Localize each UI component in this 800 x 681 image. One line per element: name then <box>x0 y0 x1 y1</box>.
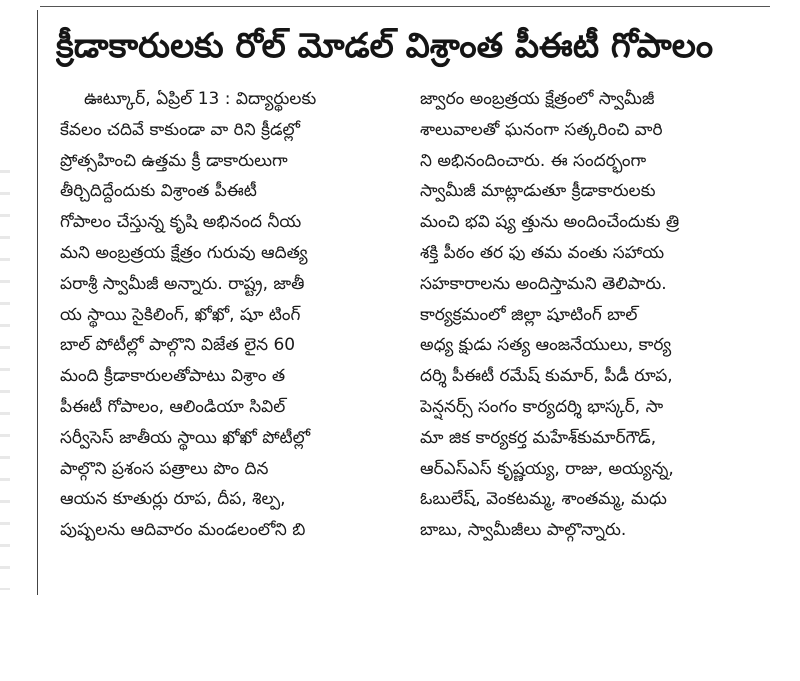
article-text-line: మని అంబ్రత్రయ క్షేత్రం గురువు ఆదిత్య <box>60 242 308 263</box>
column-rule <box>37 10 38 595</box>
article-text-line: శాలువాలతో ఘనంగా సత్కరించి వారి <box>420 119 663 140</box>
article-text-line: జ్వారం అంబ్రత్రయ క్షేత్రంలో స్వామీజీ <box>420 89 655 109</box>
top-rule <box>40 6 770 7</box>
article-text-line: ని అభినందించారు. ఈ సందర్భంగా <box>420 150 647 171</box>
article-text-line: స్వామీజీ మాట్లాడుతూ క్రీడాకారులకు <box>420 181 656 202</box>
article-text-line: సర్వీసెస్ జాతీయ స్థాయి ఖోఖో పోటీల్లో <box>60 427 311 448</box>
article-text-line: మంది క్రీడాకారులతోపాటు విశ్రాం త <box>60 366 286 387</box>
article-text-line: ఆర్ఎస్ఎస్ కృష్ణయ్య, రాజు, అయ్యన్న, <box>420 458 674 479</box>
article-text-line: కేవలం చదివే కాకుండా వా రిని క్రీడల్లో <box>60 119 301 140</box>
article-text-line: పాల్గొని ప్రశంస పత్రాలు పొం దిన <box>60 458 269 479</box>
article-text-line: దర్శి పీఈటీ రమేష్ కుమార్, పీడీ రూప, <box>420 366 673 387</box>
article-text-line: బాల్ పోటీల్లో పాల్గొని విజేత లైన 60 <box>60 335 296 356</box>
article-text-line: పుష్పలను ఆదివారం మండలంలోని బి <box>60 520 306 541</box>
article-text-line: బాబు, స్వామీజీలు పాల్గొన్నారు. <box>420 520 627 541</box>
article-text-line: గోపాలం చేస్తున్న కృషి అభినంద నీయ <box>60 212 302 233</box>
article-text-line: సహకారాలను అందిస్తామని తెలిపారు. <box>420 273 667 294</box>
article-text-line: మంచి భవి ష్య త్తును అందించేందుకు త్రి <box>420 212 680 233</box>
article-text-line: ఊట్కూర్, ఏప్రిల్ 13 : విద్యార్థులకు <box>84 89 317 109</box>
article-column-right <box>420 84 738 546</box>
article-text-line: మా జిక కార్యకర్త మహేశ్‌కుమార్‌గౌడ్, <box>420 427 657 448</box>
article-headline: క్రీడాకారులకు రోల్ మోడల్ విశ్రాంత పీఈటీ గోపాలం <box>56 26 714 66</box>
article-text-line: ఓబులేష్, వెంకటమ్మ, శాంతమ్మ, మధు <box>420 489 667 510</box>
article-text-line: అధ్య క్షుడు సత్య ఆంజనేయులు, కార్య <box>420 335 672 356</box>
article-text-line: కార్యక్రమంలో జిల్లా షూటింగ్ బాల్ <box>420 304 638 325</box>
article-text-line: ప్రోత్సహించి ఉత్తమ క్రీ డాకారులుగా <box>60 150 288 171</box>
article-text-line: య స్థాయి సైకిలింగ్, ఖోఖో, షూ టింగ్ <box>60 304 301 325</box>
article-text-line: తీర్చిదిద్దేందుకు విశ్రాంత పీఈటీ <box>60 181 257 202</box>
left-margin-texture <box>0 170 10 590</box>
article-text-line: శక్తి పీఠం తర ఫు తమ వంతు సహాయ <box>420 242 665 263</box>
article-column-left <box>60 84 378 546</box>
article-text-line: పెన్షనర్స్ సంగం కార్యదర్శి భాస్కర్, సా <box>420 396 664 417</box>
article-text-line: పరాశ్రీ స్వామీజీ అన్నారు. రాష్ట్ర, జాతీ <box>60 273 305 294</box>
article-text-line: ఆయన కూతుర్లు రూప, దీప, శిల్ప, <box>60 489 286 510</box>
article-text-line: పీఈటీ గోపాలం, ఆలిండియా సివిల్ <box>60 396 286 417</box>
